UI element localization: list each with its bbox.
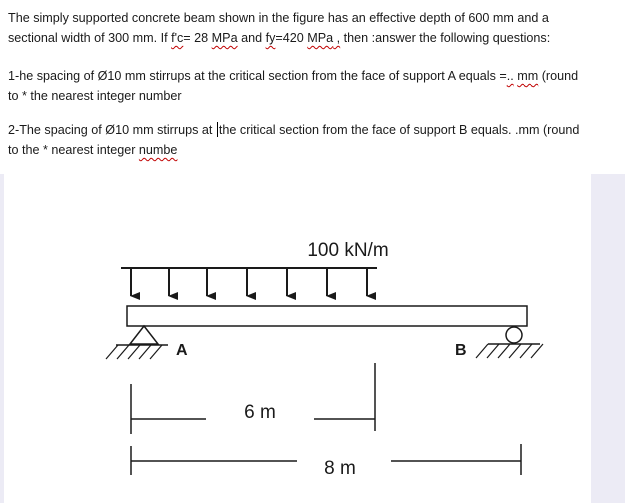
pin-support-a (106, 326, 168, 359)
unit-mpa: MPa (211, 31, 238, 45)
question-text: (round (538, 69, 579, 83)
statement-text: sectional width of 300 mm. If (8, 31, 172, 45)
load-label: 100 kN/m (307, 240, 389, 261)
load-arrows (131, 268, 367, 296)
roller-support-b (476, 327, 543, 358)
fc-symbol: f'c (171, 31, 184, 45)
misspelled-word: numbe (138, 143, 178, 157)
statement-text: The simply supported concrete beam shown in the figure has an effective depth of 600 mm and a (8, 11, 549, 25)
unit-mm: mm (517, 69, 539, 83)
question-text: to * the nearest integer number (8, 89, 182, 103)
question-text: 1-he spacing of Ø10 mm stirrups at the critical section from the face of support A equals = (8, 69, 507, 83)
dimension-6m (131, 363, 375, 434)
unit-mpa: MPa (307, 31, 334, 45)
question-text: 2-The spacing of Ø10 mm stirrups at (8, 123, 216, 137)
statement-text: and (237, 31, 266, 45)
beam (127, 306, 527, 326)
fy-symbol: fy (265, 31, 276, 45)
dimension-6m-label: 6 m (244, 402, 276, 423)
support-b-label: B (455, 342, 467, 359)
statement-comma: , (333, 31, 341, 45)
statement-text: then :answer the following questions: (340, 31, 551, 45)
answer-blank[interactable]: .. (506, 69, 514, 83)
statement-text: = 28 (183, 31, 212, 45)
statement-text: =420 (275, 31, 308, 45)
dimension-8m-label: 8 m (324, 458, 356, 479)
question-text: the critical section from the face of support B equals. .mm (round (218, 123, 580, 137)
support-a-label: A (176, 342, 188, 359)
question-text: to the * nearest integer (8, 143, 139, 157)
